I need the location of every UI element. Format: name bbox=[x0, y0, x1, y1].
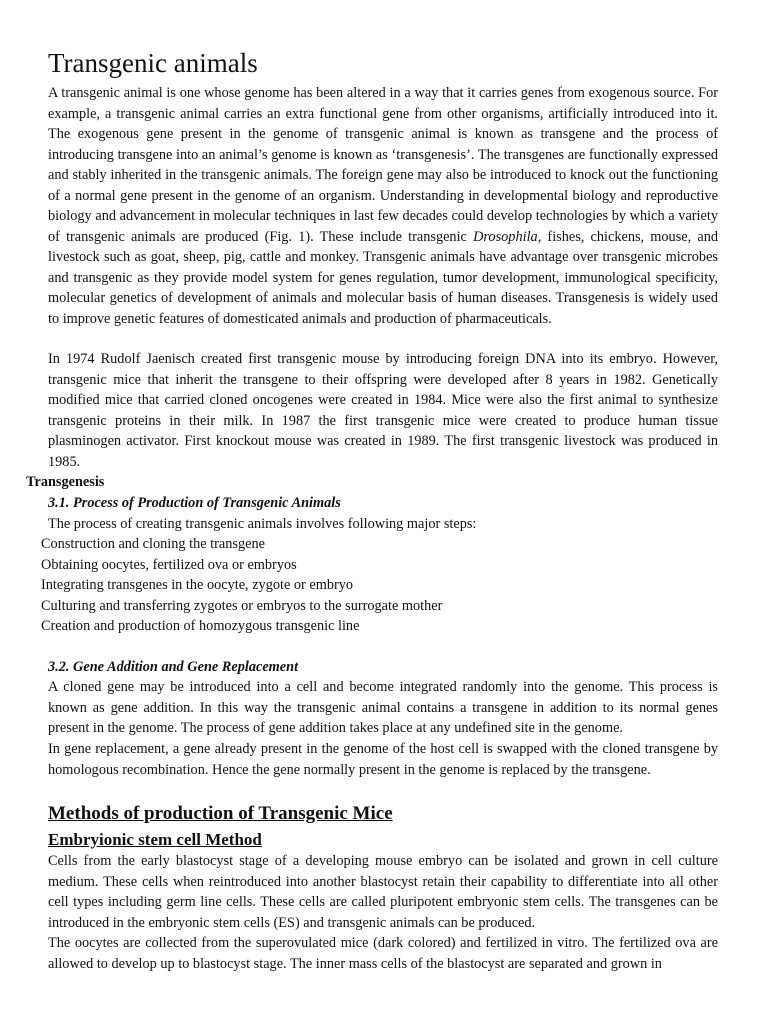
gene-replacement-paragraph: In gene replacement, a gene already present in the genome of the host cell is swapped with the cloned transgene by homologous recombination. Hence the gene normally present in the genome is replaced by the transgene. bbox=[48, 741, 718, 778]
list-item: Integrating transgenes in the oocyte, zygote or embryo bbox=[41, 577, 354, 594]
list-item: Construction and cloning the transgene bbox=[41, 536, 265, 552]
intro-italic-term: Drosophila bbox=[473, 228, 538, 245]
intro-paragraph-1 bbox=[48, 83, 718, 329]
methods-heading: Methods of production of Transgenic Mice bbox=[48, 803, 393, 824]
intro-paragraph-2: In 1974 Rudolf Jaenisch created first transgenic mouse by introducing foreign DNA into its embryo. However, transgenic mice that inherit the transgene to their offspring were developed after 8 years in 1982. Genetically modified mice that carried cloned oncogenes were created in 1984. Mice were also the first animal to synthesize transgenic proteins in their milk. In 1987 the first transgenic mice were created to produce human tissue plasminogen activator. First knockout mouse was created in 1989. The first transgenic livestock was produced in 1985. bbox=[48, 351, 718, 470]
page-title: Transgenic animals bbox=[48, 48, 258, 78]
list-item: Culturing and transferring zygotes or embryos to the surrogate mother bbox=[41, 597, 443, 614]
es-cell-method-heading: Embryionic stem cell Method bbox=[48, 830, 262, 849]
gene-addition-paragraph: A cloned gene may be introduced into a cell and become integrated randomly into the genome. This process is known as gene addition. In this way the transgenic animal contains a transgene in addition to its normal genes present in the genome. The process of gene addition takes place at any undefined site in the genome. bbox=[48, 679, 718, 736]
es-paragraph-2: The oocytes are collected from the superovulated mice (dark colored) and fertilized in vitro. The fertilized ova are allowed to develop up to blastocyst stage. The inner mass cells of the blastocyst are separated and grown in bbox=[48, 935, 718, 972]
intro-text-b: , fishes, chickens, mouse, and livestock such as goat, sheep, pig, cattle and monkey. Transgenic animals have advantage over transgenic microbes and transgenic as they provide model system for genes regulation, tumor development, immunological specificity, molecular genetics of development of animals and molecular basis of human diseases. Transgenesis is widely used to improve genetic features of domesticated animals and production of pharmaceuticals. bbox=[48, 228, 719, 327]
subheading-gene-addition: 3.2. Gene Addition and Gene Replacement bbox=[48, 659, 299, 675]
intro-text-a: A transgenic animal is one whose genome has been altered in a way that it carries genes from exogenous source. For example, a transgenic animal carries an extra functional gene from other organisms, artificially introduced into it. The exogenous gene present in the genome of transgenic animal is known as transgene and the process of introducing transgene into an animal’s genome is known as ‘transgenesis’. The transgenes are functionally expressed and stably inherited in the transgenic animals. The foreign gene may also be introduced to knock out the functioning of a normal gene present in the genome of an organism. Understanding in developmental biology and reproductive biology and advancement in molecular techniques in last few decades could develop technologies by which a variety of transgenic animals are produced (Fig. 1). These include transgenic bbox=[48, 85, 718, 245]
es-paragraph-1: Cells from the early blastocyst stage of a developing mouse embryo can be isolated and grown in cell culture medium. These cells when reintroduced into another blastocyst retain their capability to differentiate into all other cell types including germ line cells. These cells are called pluripotent embryonic stem cells. The transgenes can be introduced in the embryonic stem cells (ES) and transgenic animals can be produced. bbox=[48, 853, 718, 931]
process-intro: The process of creating transgenic animals involves following major steps: bbox=[48, 516, 477, 532]
list-item: Creation and production of homozygous transgenic line bbox=[41, 618, 360, 635]
process-steps-list bbox=[41, 534, 442, 637]
section-heading-transgenesis: Transgenesis bbox=[26, 474, 105, 490]
subheading-process: 3.1. Process of Production of Transgenic Animals bbox=[48, 495, 341, 511]
list-item: Obtaining oocytes, fertilized ova or embryos bbox=[41, 556, 297, 573]
